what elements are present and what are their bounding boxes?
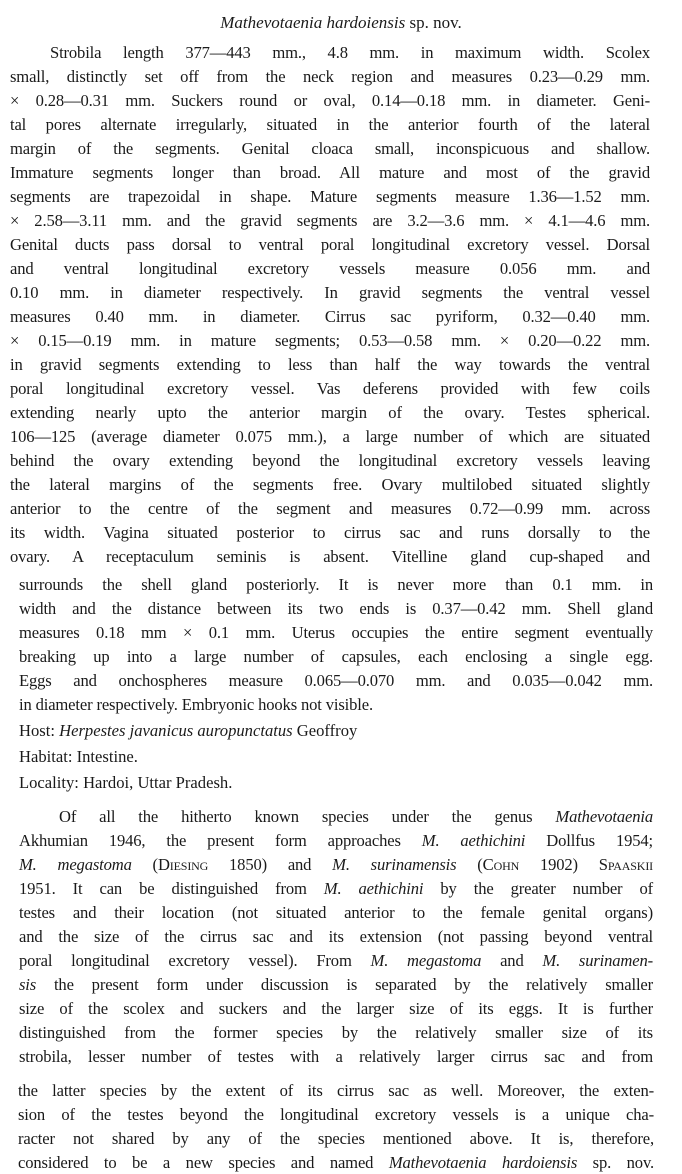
conclusion-line: racter not shared by any of the species mentioned above. It is, therefore, — [18, 1129, 654, 1148]
description-line: anterior to the centre of the segment and measures 0.72—0.99 mm. across — [10, 499, 650, 518]
discussion-line — [19, 950, 653, 972]
host-line — [19, 720, 357, 742]
description-line: measures 0.40 mm. in diameter. Cirrus sac pyriform, 0.32—0.40 mm. — [10, 307, 650, 326]
description-line: and ventral longitudinal excretory vessels measure 0.056 mm. and — [10, 259, 650, 278]
species-name: M. aethichini — [421, 831, 526, 850]
author-name: Spaaskii — [598, 855, 654, 874]
text: Akhumian 1946, the present form approaches — [19, 831, 422, 850]
description-line: the lateral margins of the segments free. Ovary multilobed situated slightly — [10, 475, 650, 494]
author-name: Diesing — [157, 855, 209, 874]
text: and — [481, 951, 543, 970]
description-line: × 0.28—0.31 mm. Suckers round or oval, 0.14—0.18 mm. in diameter. Geni- — [10, 91, 650, 110]
conclusion-line: sion of the testes beyond the longitudinal excretory vessels is a unique cha- — [18, 1105, 654, 1124]
locality-value: Hardoi, Uttar Pradesh. — [83, 773, 233, 792]
host-author: Geoffroy — [292, 721, 358, 740]
discussion-line: testes and their location (not situated anterior to the female genital organs) — [19, 903, 653, 922]
text: 1850) and — [208, 855, 333, 874]
description-line: in gravid segments extending to less than half the way towards the ventral — [10, 355, 650, 374]
description-line: in diameter respectively. Embryonic hooks not visible. — [19, 695, 373, 714]
description-line: × 2.58—3.11 mm. and the gravid segments are 3.2—3.6 mm. × 4.1—4.6 mm. — [10, 211, 650, 230]
description-line: 106—125 (average diameter 0.075 mm.), a large number of which are situated — [10, 427, 650, 446]
species-name: M. megastoma — [370, 951, 482, 970]
species-name: M. surinamen- — [542, 951, 653, 970]
habitat-value: Intestine. — [76, 747, 138, 766]
text: Of all the hitherto known species under the genus — [59, 807, 556, 826]
discussion-line — [19, 854, 653, 876]
description-line: tal pores alternate irregularly, situated in the anterior fourth of the lateral — [10, 115, 650, 134]
text: 1951. It can be distinguished from — [19, 879, 324, 898]
text: sp. nov. — [577, 1153, 655, 1172]
species-name: M. aethichini — [323, 879, 424, 898]
habitat-label: Habitat: — [19, 747, 77, 766]
species-heading — [0, 12, 682, 34]
description-line: segments are trapezoidal in shape. Mature segments measure 1.36—1.52 mm. — [10, 187, 650, 206]
description-line: behind the ovary extending beyond the longitudinal excretory vessels leaving — [10, 451, 650, 470]
species-suffix: sp. nov. — [405, 13, 462, 32]
text: by the greater number of — [423, 879, 653, 898]
species-name: M. surinamensis — [332, 855, 457, 874]
text: ( — [131, 855, 158, 874]
description-line: Strobila length 377—443 mm., 4.8 mm. in maximum width. Scolex — [50, 43, 650, 62]
description-line: × 0.15—0.19 mm. in mature segments; 0.53—0.58 mm. × 0.20—0.22 mm. — [10, 331, 650, 350]
text: the present form under discussion is separated by the relatively smaller — [36, 975, 653, 994]
discussion-line — [19, 878, 653, 900]
description-line: Genital ducts pass dorsal to ventral poral longitudinal excretory vessel. Dorsal — [10, 235, 650, 254]
text: ( — [456, 855, 483, 874]
conclusion-line: the latter species by the extent of its cirrus sac as well. Moreover, the exten- — [18, 1081, 654, 1100]
species-name: sis — [19, 975, 37, 994]
discussion-line — [19, 974, 653, 996]
description-line: Immature segments longer than broad. All mature and most of the gravid — [10, 163, 650, 182]
genus-name: Mathevotaenia — [555, 807, 653, 826]
author-name: Cohn — [482, 855, 520, 874]
conclusion-line — [18, 1152, 654, 1174]
locality-line — [19, 772, 232, 794]
discussion-line: strobila, lesser number of testes with a relatively larger cirrus sac and from — [19, 1047, 653, 1066]
discussion-line: size of the scolex and suckers and the larger size of its eggs. It is further — [19, 999, 653, 1018]
species-name: Mathevotaenia hardoiensis — [388, 1153, 578, 1172]
text: Dollfus 1954; — [525, 831, 654, 850]
description-line: ovary. A receptaculum seminis is absent. Vitelline gland cup-shaped and — [10, 547, 650, 566]
text: considered to be a new species and named — [18, 1153, 389, 1172]
description-line: width and the distance between its two ends is 0.37—0.42 mm. Shell gland — [19, 599, 653, 618]
description-line: extending nearly upto the anterior margin of the ovary. Testes spherical. — [10, 403, 650, 422]
discussion-line — [19, 830, 653, 852]
discussion-line: distinguished from the former species by the relatively smaller size of its — [19, 1023, 653, 1042]
host-label: Host: — [19, 721, 60, 740]
species-name: M. megastoma — [19, 855, 132, 874]
locality-label: Locality: — [19, 773, 84, 792]
text: 1902) — [519, 855, 599, 874]
description-line: 0.10 mm. in diameter respectively. In gravid segments the ventral vessel — [10, 283, 650, 302]
discussion-line: and the size of the cirrus sac and its extension (not passing beyond ventral — [19, 927, 653, 946]
species-name: Mathevotaenia hardoiensis — [220, 13, 406, 32]
description-line: surrounds the shell gland posteriorly. It is never more than 0.1 mm. in — [19, 575, 653, 594]
host-species: Herpestes javanicus auropunctatus — [59, 721, 293, 740]
text: poral longitudinal excretory vessel). From — [19, 951, 371, 970]
habitat-line — [19, 746, 138, 768]
description-line: poral longitudinal excretory vessel. Vas deferens provided with few coils — [10, 379, 650, 398]
description-line: breaking up into a large number of capsules, each enclosing a single egg. — [19, 647, 653, 666]
description-line: measures 0.18 mm × 0.1 mm. Uterus occupies the entire segment eventually — [19, 623, 653, 642]
description-line: Eggs and onchospheres measure 0.065—0.070 mm. and 0.035—0.042 mm. — [19, 671, 653, 690]
description-line: its width. Vagina situated posterior to cirrus sac and runs dorsally to the — [10, 523, 650, 542]
description-line: small, distinctly set off from the neck region and measures 0.23—0.29 mm. — [10, 67, 650, 86]
description-line: margin of the segments. Genital cloaca small, inconspicuous and shallow. — [10, 139, 650, 158]
discussion-line — [19, 806, 653, 828]
